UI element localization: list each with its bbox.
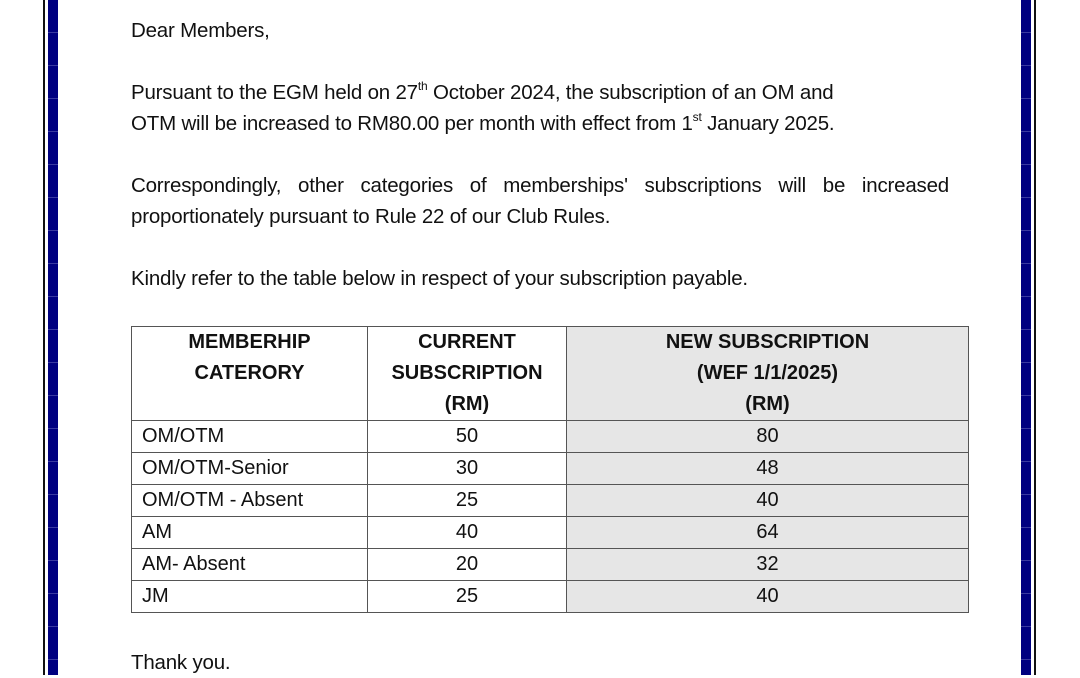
header-text: SUBSCRIPTION	[391, 362, 543, 384]
cell-current: 20	[368, 549, 567, 581]
header-text: (RM)	[444, 393, 490, 415]
header-text: NEW SUBSCRIPTION	[665, 331, 870, 353]
table-row	[132, 517, 969, 549]
ordinal-suffix: th	[417, 79, 428, 93]
table-row	[132, 485, 969, 517]
paragraph-egm-text-1: Pursuant to the EGM held on 27	[131, 81, 418, 104]
page-border-right-bar	[1021, 0, 1031, 675]
header-text: (WEF 1/1/2025)	[696, 362, 839, 384]
cell-new: 80	[567, 421, 969, 453]
salutation: Dear Members,	[131, 19, 270, 42]
cell-new: 64	[567, 517, 969, 549]
table-row	[132, 453, 969, 485]
cell-new: 32	[567, 549, 969, 581]
closing: Thank you.	[131, 651, 231, 674]
cell-current: 30	[368, 453, 567, 485]
cell-current: 40	[368, 517, 567, 549]
cell-category: AM- Absent	[132, 549, 368, 581]
page-border-left-bar	[48, 0, 58, 675]
subscription-table	[131, 326, 969, 613]
table-row	[132, 549, 969, 581]
ordinal-suffix: st	[692, 110, 702, 124]
cell-category: OM/OTM-Senior	[132, 453, 368, 485]
page-border-right-line	[1034, 0, 1036, 675]
paragraph-egm-text-2: October 2024, the subscription of an OM and	[427, 81, 834, 104]
header-text: (RM)	[745, 393, 790, 415]
cell-category: OM/OTM - Absent	[132, 485, 368, 517]
cell-category: JM	[132, 581, 368, 613]
cell-current: 50	[368, 421, 567, 453]
table-row	[132, 581, 969, 613]
header-text: CURRENT	[418, 331, 516, 353]
cell-new: 40	[567, 485, 969, 517]
page-border-left-line	[43, 0, 45, 675]
cell-current: 25	[368, 485, 567, 517]
header-new-subscription	[567, 327, 969, 421]
cell-current: 25	[368, 581, 567, 613]
paragraph-egm-text-4: January 2025.	[701, 112, 835, 135]
cell-new: 40	[567, 581, 969, 613]
header-membership-category	[132, 327, 368, 421]
paragraph-refer-table: Kindly refer to the table below in respect of your subscription payable.	[131, 267, 748, 290]
header-text: CATERORY	[194, 362, 305, 384]
cell-category: OM/OTM	[132, 421, 368, 453]
cell-category: AM	[132, 517, 368, 549]
paragraph-egm	[131, 77, 949, 139]
table-row	[132, 421, 969, 453]
cell-new: 48	[567, 453, 969, 485]
paragraph-egm-text-3: OTM will be increased to RM80.00 per month with effect from 1	[131, 112, 693, 135]
paragraph-proportional: Correspondingly, other categories of memberships' subscriptions will be increased proportionately pursuant to Rule 22 of our Club Rules.	[131, 174, 949, 228]
header-text: MEMBERHIP	[188, 331, 311, 353]
header-current-subscription	[368, 327, 567, 421]
table-header-row	[132, 327, 969, 421]
